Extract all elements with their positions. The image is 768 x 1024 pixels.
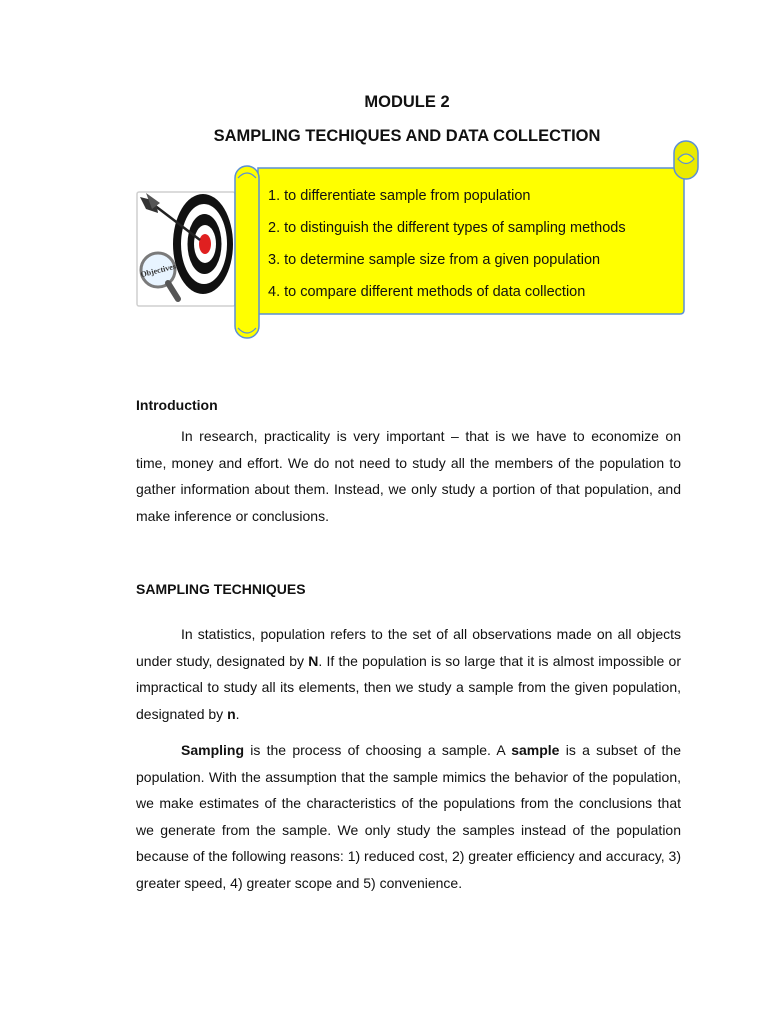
- objective-item: 1. to differentiate sample from population: [268, 188, 531, 204]
- text-run: . If the population is so large that it is almost impossible or impractical to study all its elements, then we study a sample from the given population, designated by: [136, 652, 681, 722]
- objectives-list: [268, 186, 626, 314]
- text-run: In statistics, population refers to the set of all observations made on all objects under study, designated by: [136, 626, 681, 669]
- text-run: is the process of choosing a sample. A: [244, 742, 512, 758]
- sampling-techniques-heading: SAMPLING TECHNIQUES: [136, 581, 306, 597]
- population-paragraph: [136, 621, 681, 727]
- population-symbol: N: [308, 652, 319, 669]
- sampling-term: Sampling: [181, 742, 245, 758]
- sample-symbol: n: [227, 705, 236, 722]
- objective-item: 3. to determine sample size from a given population: [268, 252, 601, 268]
- sampling-techniques-section: [136, 581, 681, 896]
- sampling-paragraph: [136, 737, 681, 896]
- introduction-section: [136, 397, 681, 529]
- introduction-heading: Introduction: [136, 397, 218, 413]
- sample-term: sample: [511, 742, 560, 758]
- module-number: MODULE 2: [364, 93, 450, 111]
- objective-item: 2. to distinguish the different types of sampling methods: [268, 220, 626, 236]
- objective-item: 4. to compare different methods of data collection: [268, 284, 586, 300]
- objectives-graphic-label: Objectives: [139, 261, 177, 280]
- target-dart-magnifier-icon: [136, 191, 236, 307]
- introduction-paragraph: In research, practicality is very important – that is we have to economize on time, money and effort. We do not need to study all the members of the population to gather information about them. Instead, we only study a portion of that population, and make inference or conclusions.: [136, 428, 681, 524]
- text-run: .: [235, 705, 240, 722]
- module-title: SAMPLING TECHIQUES AND DATA COLLECTION: [213, 127, 601, 145]
- text-run: is a subset of the population. With the assumption that the sample mimics the behavior of the population, we make estimates of the characteristics of the populations from the conclusions that we generate from the sample. We only study the samples instead of the population because of the following reasons: 1) reduced cost, 2) greater efficiency and accuracy, 3) greater speed, 4) greater scope and 5) convenience.: [136, 742, 682, 891]
